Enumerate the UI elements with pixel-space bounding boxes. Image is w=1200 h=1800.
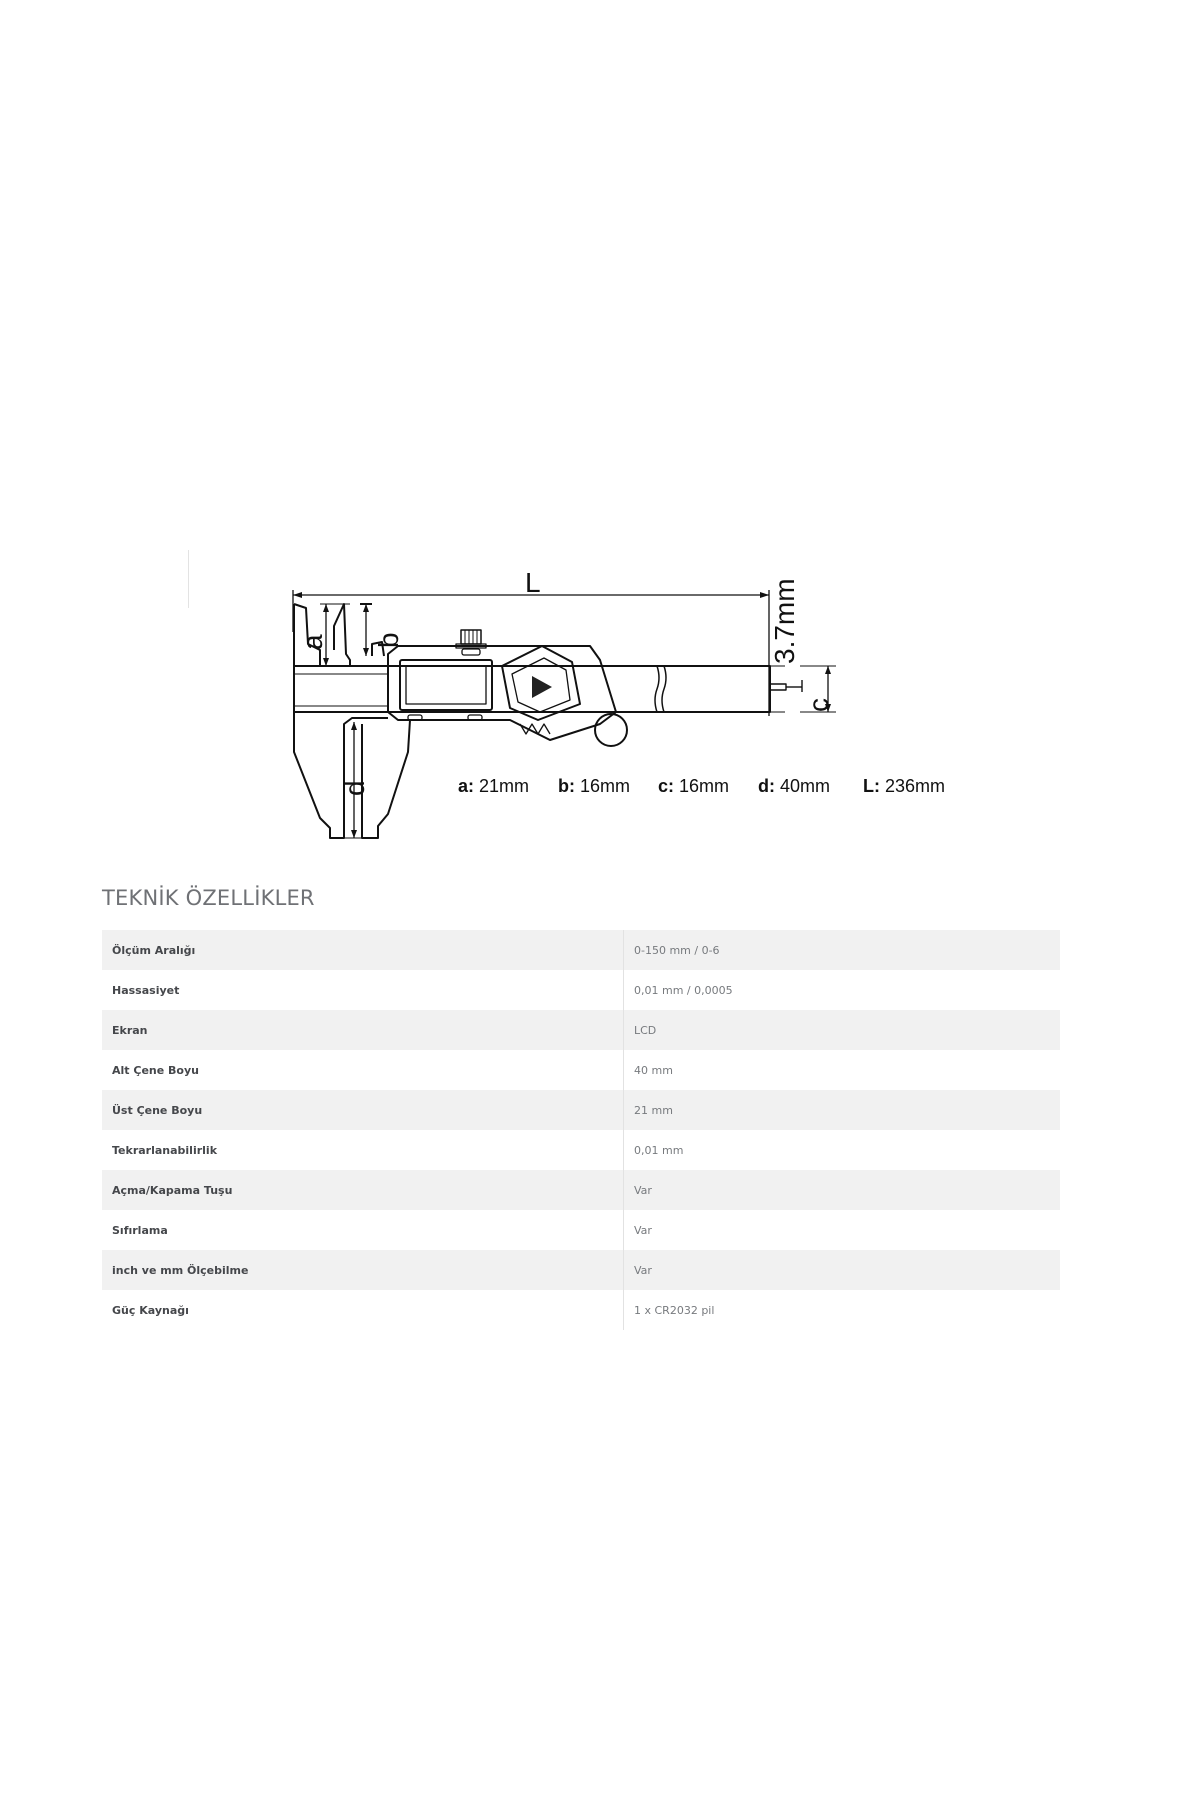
dimension-a: a: 21mm: [458, 776, 530, 796]
table-row: [102, 1050, 1060, 1090]
section-title: TEKNİK ÖZELLİKLER: [102, 886, 315, 910]
spec-value: Var: [624, 1250, 1061, 1290]
label-thickness: 3.7mm: [769, 578, 800, 664]
spec-value: Var: [624, 1210, 1061, 1250]
table-row: [102, 1250, 1060, 1290]
spec-value: 0,01 mm / 0,0005: [624, 970, 1061, 1010]
spec-table: [102, 930, 1060, 1330]
table-row: [102, 970, 1060, 1010]
spec-label: Ölçüm Aralığı: [102, 930, 624, 970]
spec-label: Güç Kaynağı: [102, 1290, 624, 1330]
table-row: [102, 1130, 1060, 1170]
spec-value: 21 mm: [624, 1090, 1061, 1130]
spec-value: 1 x CR2032 pil: [624, 1290, 1061, 1330]
spec-label: Açma/Kapama Tuşu: [102, 1170, 624, 1210]
dimension-L: L: 236mm: [863, 776, 946, 796]
table-row: [102, 1290, 1060, 1330]
dimension-b: b: 16mm: [558, 776, 631, 796]
label-d: d: [339, 780, 370, 796]
dimension-c: c: 16mm: [658, 776, 730, 796]
spec-value: 0,01 mm: [624, 1130, 1061, 1170]
dimension-d: d: 40mm: [758, 776, 831, 796]
label-b: b: [373, 632, 404, 648]
label-c: c: [803, 698, 834, 712]
divider-line: [188, 550, 189, 608]
spec-value: 40 mm: [624, 1050, 1061, 1090]
table-row: [102, 930, 1060, 970]
spec-label: Alt Çene Boyu: [102, 1050, 624, 1090]
spec-value: Var: [624, 1170, 1061, 1210]
label-L: L: [525, 567, 541, 598]
label-a: a: [297, 634, 328, 650]
spec-value: LCD: [624, 1010, 1061, 1050]
caliper-drawing: [280, 556, 970, 846]
table-row: [102, 1210, 1060, 1250]
caliper-diagram: [280, 556, 970, 846]
spec-label: Sıfırlama: [102, 1210, 624, 1250]
spec-label: inch ve mm Ölçebilme: [102, 1250, 624, 1290]
spec-label: Hassasiyet: [102, 970, 624, 1010]
spec-value: 0-150 mm / 0-6: [624, 930, 1061, 970]
spec-label: Tekrarlanabilirlik: [102, 1130, 624, 1170]
table-row: [102, 1090, 1060, 1130]
table-row: [102, 1010, 1060, 1050]
table-row: [102, 1170, 1060, 1210]
spec-label: Üst Çene Boyu: [102, 1090, 624, 1130]
spec-label: Ekran: [102, 1010, 624, 1050]
